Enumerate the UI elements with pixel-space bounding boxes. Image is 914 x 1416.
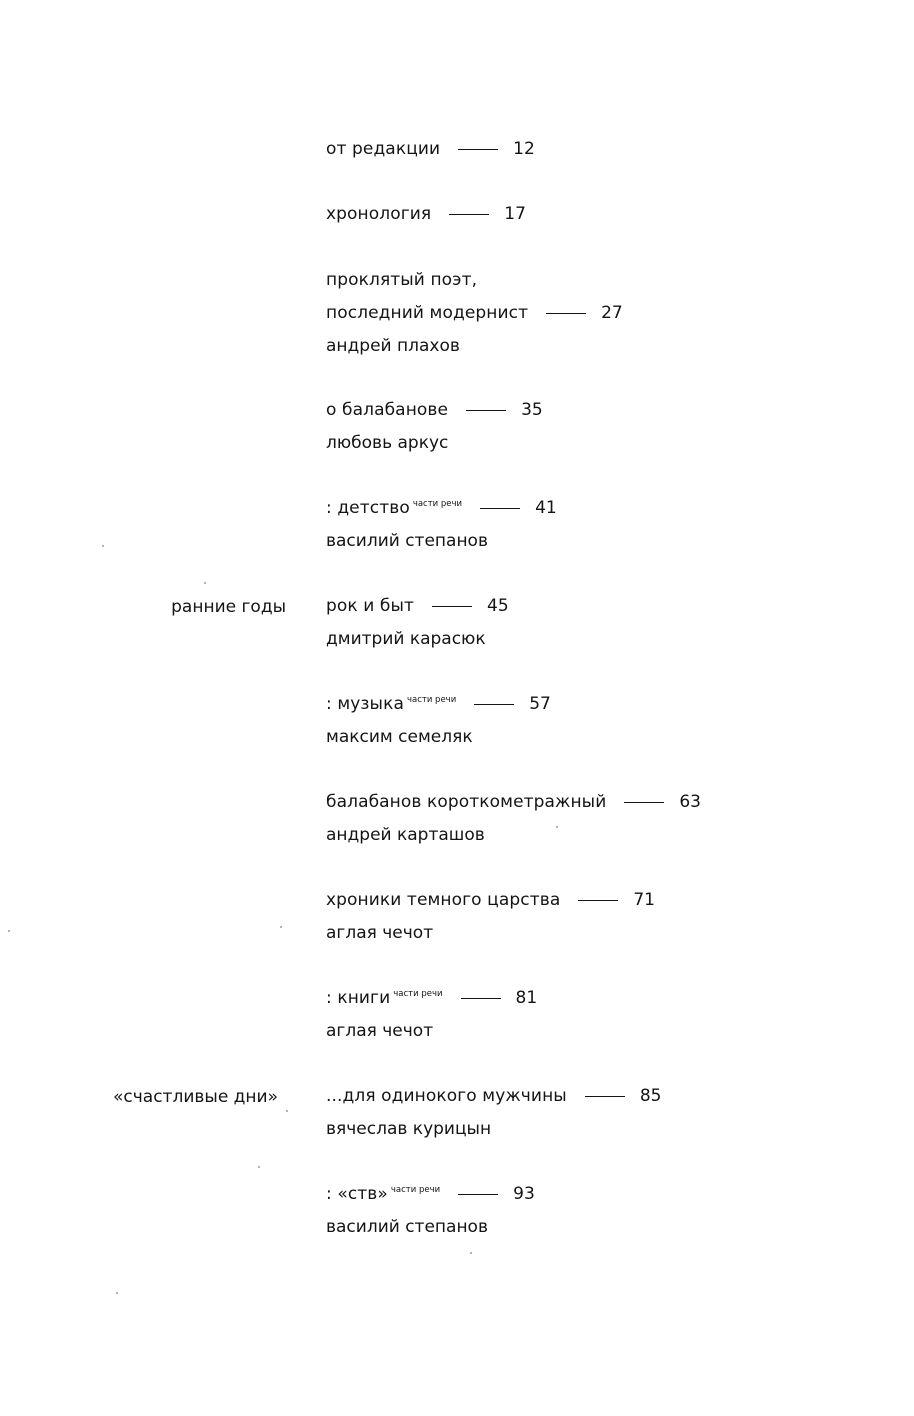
toc-entry-title: балабанов короткометражный: [326, 792, 607, 812]
toc-entry: [326, 492, 886, 558]
author-name: василий степанов: [326, 531, 488, 551]
dash-separator: [466, 410, 506, 411]
toc-entry-author: [326, 427, 886, 460]
toc-entry: [326, 394, 886, 460]
toc-entry: [326, 1178, 886, 1244]
scan-speck: [286, 1110, 288, 1112]
toc-entry: [326, 1080, 886, 1146]
toc-entry-author: [326, 1015, 886, 1048]
page-number: 17: [504, 204, 526, 224]
toc-entry-title-line: [326, 492, 886, 525]
toc-entry-title-line: [326, 786, 886, 819]
toc-entry-title: хроники темного царства: [326, 890, 561, 910]
toc-entry-title-line: [326, 198, 886, 231]
toc-entry: [326, 786, 886, 852]
scan-speck: [258, 1166, 260, 1168]
toc-entry-title-line: [326, 1080, 886, 1113]
parts-of-speech-superscript: части речи: [406, 695, 457, 705]
page-number: 12: [513, 139, 535, 159]
page-number: 93: [513, 1184, 535, 1204]
toc-entry: [326, 982, 886, 1048]
toc-entry: [326, 590, 886, 656]
toc-entry-title: : книги: [326, 988, 391, 1008]
page-number: 85: [639, 1086, 662, 1106]
author-name: вячеслав курицын: [326, 1119, 492, 1139]
dash-separator: [458, 149, 498, 150]
dash-separator: [546, 313, 586, 314]
toc-entry-title-line: [326, 297, 886, 330]
dash-separator: [461, 998, 501, 999]
author-name: андрей плахов: [326, 336, 460, 356]
toc-entry-author: [326, 917, 886, 950]
page-number: 41: [535, 498, 557, 518]
dash-separator: [432, 606, 472, 607]
page-number: 45: [487, 596, 509, 616]
dash-separator: [585, 1096, 625, 1097]
page-number: 81: [515, 988, 538, 1008]
dash-separator: [449, 214, 489, 215]
toc-entry-title: : музыка: [326, 694, 404, 714]
scan-speck: [8, 930, 10, 932]
toc-entry-title-line: [326, 133, 886, 166]
toc-entry-title: последний модернист: [326, 303, 529, 323]
scan-speck: [116, 1292, 118, 1294]
toc-entry-title-line: [326, 590, 886, 623]
dash-separator: [480, 508, 520, 509]
scan-speck: [102, 545, 104, 547]
author-name: максим семеляк: [326, 727, 473, 747]
parts-of-speech-superscript: части речи: [393, 989, 443, 999]
scan-speck: [556, 826, 558, 828]
toc-entry: [326, 264, 886, 363]
scan-speck: [204, 582, 206, 584]
page-number: 35: [521, 400, 543, 420]
toc-entry: [326, 688, 886, 754]
scan-speck: [470, 1252, 472, 1254]
section-label-early-years: ранние годы: [171, 597, 286, 617]
parts-of-speech-superscript: части речи: [412, 499, 463, 509]
toc-entry-author: [326, 623, 886, 656]
toc-entry-title: хронология: [326, 204, 432, 224]
toc-entry-title-line: [326, 394, 886, 427]
author-name: андрей карташов: [326, 825, 485, 845]
toc-entry-title: ...для одинокого мужчины: [326, 1086, 567, 1106]
toc-entry-author: [326, 721, 886, 754]
toc-entry-title-line: [326, 1178, 886, 1211]
toc-entry-title: о балабанове: [326, 400, 449, 420]
toc-entry-title: : «ств»: [326, 1184, 388, 1204]
author-name: любовь аркус: [326, 433, 449, 453]
toc-entry-author: [326, 819, 886, 852]
toc-entry-title-line: [326, 264, 886, 297]
author-name: аглая чечот: [326, 923, 434, 943]
dash-separator: [474, 704, 514, 705]
author-name: дмитрий карасюк: [326, 629, 486, 649]
toc-entry-author: [326, 1113, 886, 1146]
toc-entry: [326, 884, 886, 950]
toc-entry-author: [326, 525, 886, 558]
toc-entry-title-line: [326, 688, 886, 721]
toc-entry-author: [326, 330, 886, 363]
toc-entry-title: рок и быт: [326, 596, 415, 616]
toc-entry-title: : детство: [326, 498, 410, 518]
page-number: 27: [601, 303, 623, 323]
toc-entry-title-line: [326, 884, 886, 917]
toc-entry: [326, 133, 886, 166]
toc-entry-title: от редакции: [326, 139, 441, 159]
toc-entry-title: проклятый поэт,: [326, 270, 478, 290]
section-label-happy-days: «счастливые дни»: [113, 1087, 278, 1107]
page-number: 71: [633, 890, 655, 910]
toc-entry: [326, 198, 886, 231]
author-name: аглая чечот: [326, 1021, 434, 1041]
dash-separator: [578, 900, 618, 901]
dash-separator: [624, 802, 664, 803]
author-name: василий степанов: [326, 1217, 488, 1237]
dash-separator: [458, 1194, 498, 1195]
page-number: 57: [529, 694, 551, 714]
parts-of-speech-superscript: части речи: [390, 1185, 441, 1195]
scan-speck: [280, 926, 282, 928]
toc-entry-title-line: [326, 982, 886, 1015]
page-number: 63: [679, 792, 701, 812]
toc-entry-author: [326, 1211, 886, 1244]
